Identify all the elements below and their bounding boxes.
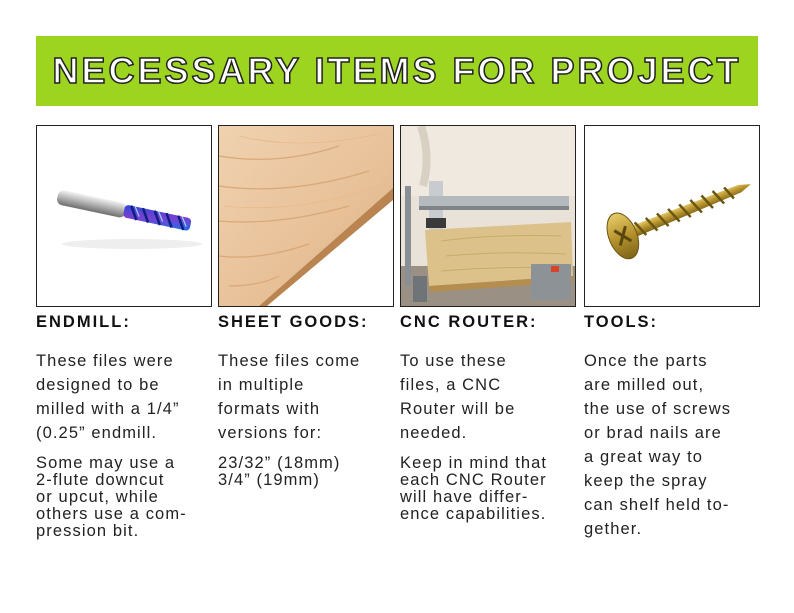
item-cnc-router	[400, 125, 576, 523]
cnc-router-heading: CNC ROUTER:	[400, 313, 538, 331]
page-title: NECESSARY ITEMS FOR PROJECT	[52, 50, 742, 91]
wood-screw-photo	[584, 125, 760, 307]
item-tools	[584, 125, 760, 541]
tools-heading: TOOLS:	[584, 313, 659, 331]
endmill-note: Some may use a 2-flute downcut or upcut, while others use a com- pression bit.	[36, 454, 187, 540]
endmill-bit-photo	[36, 125, 212, 307]
item-endmill	[36, 125, 212, 540]
endmill-heading: ENDMILL:	[36, 313, 131, 331]
cnc-router-description: To use these files, a CNC Router will be needed.	[400, 352, 516, 442]
plywood-sheet-photo	[218, 125, 394, 307]
sheet-goods-note: 23/32” (18mm) 3/4” (19mm)	[218, 454, 341, 489]
cnc-router-photo	[400, 125, 576, 307]
sheet-goods-heading: SHEET GOODS:	[218, 313, 369, 331]
sheet-goods-description: These files come in multiple formats with versions for:	[218, 352, 361, 442]
item-sheet-goods	[218, 125, 394, 489]
cnc-router-note: Keep in mind that each CNC Router will have differ- ence capabilities.	[400, 454, 548, 523]
tools-description: Once the parts are milled out, the use of screws or brad nails are a great way to keep the spray can shelf held to- gether.	[584, 352, 732, 538]
endmill-description: These files were designed to be milled with a 1/4” (0.25” endmill.	[36, 352, 180, 442]
title-banner	[36, 36, 758, 106]
